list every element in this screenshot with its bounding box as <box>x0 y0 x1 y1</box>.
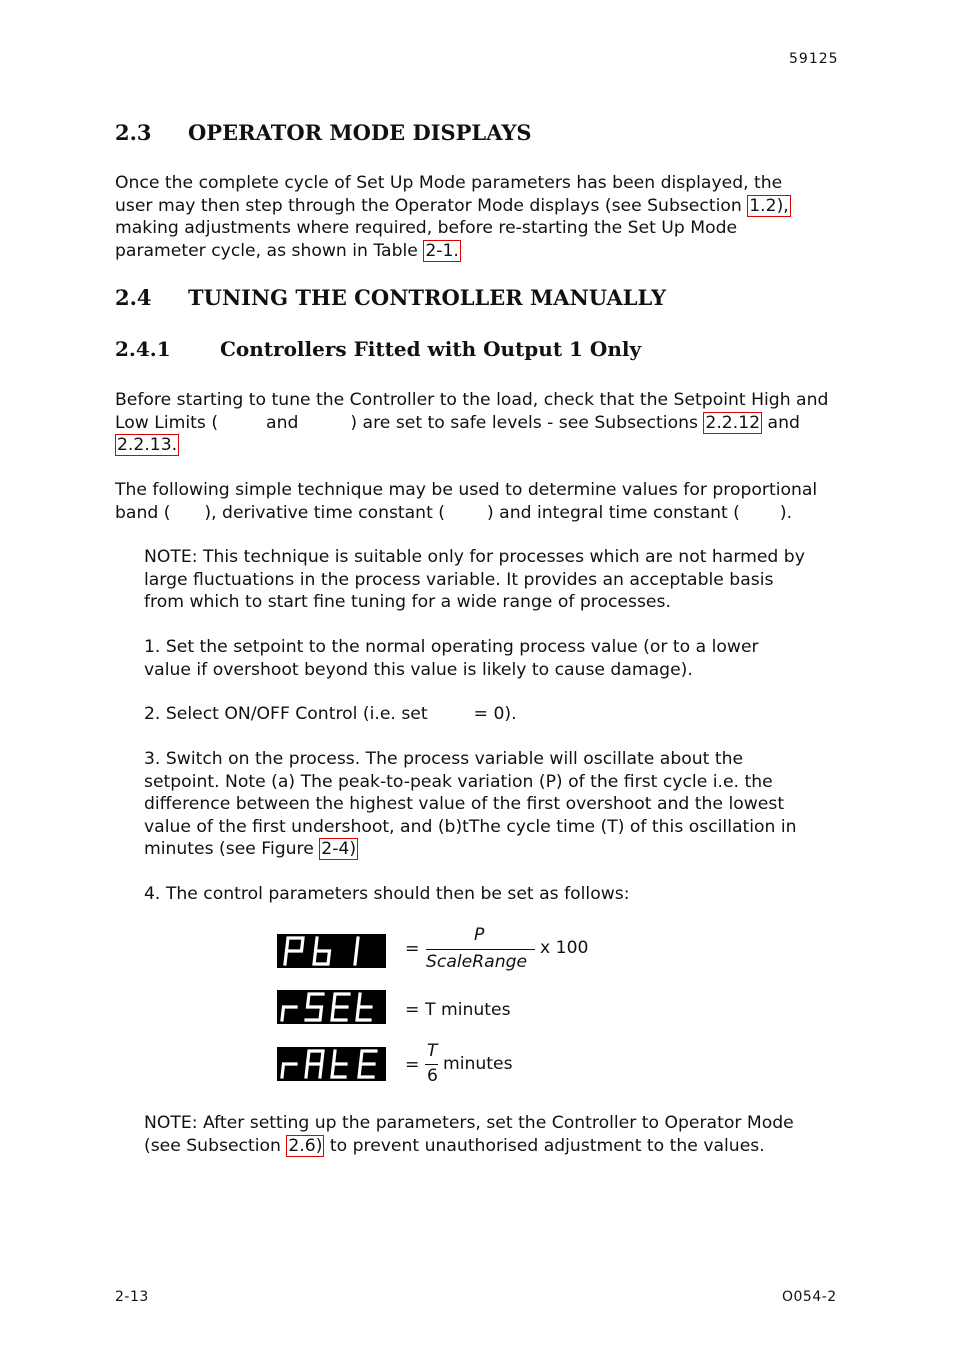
section-number: 2.3 <box>115 120 152 145</box>
text-fragment: (see Subsection <box>144 1135 281 1156</box>
text-line: 3. Switch on the process. The process variable will oscillate about the <box>144 749 744 769</box>
text-line: value of the first undershoot, and (b)tThe cycle time (T) of this oscillation in <box>144 816 797 837</box>
fraction-denominator: ScaleRange <box>426 952 528 972</box>
table-link-2-1[interactable]: 2-1. <box>425 240 459 261</box>
equals-sign: = <box>405 1000 420 1020</box>
text-line: value if overshoot beyond this value is likely to cause damage). <box>144 659 693 680</box>
issue-number: O054-2 <box>782 1289 837 1305</box>
page-number: 2-13 <box>115 1289 149 1305</box>
note-fluctuations <box>144 546 805 614</box>
text-line: Once the complete cycle of Set Up Mode parameters has been displayed, the <box>115 173 783 193</box>
text-line: NOTE: This technique is suitable only for processes which are not harmed by <box>144 547 805 567</box>
minutes-text: minutes <box>443 1054 513 1074</box>
text-line: from which to start fine tuning for a wide range of processes. <box>144 592 671 612</box>
lcd-display-rate <box>277 1047 386 1081</box>
limits-paragraph <box>115 389 828 457</box>
step-4 <box>144 883 630 906</box>
fraction-bar <box>426 949 535 950</box>
section-title: TUNING THE CONTROLLER MANUALLY <box>188 285 666 310</box>
step-1 <box>144 636 759 681</box>
text-line: The following simple technique may be used to determine values for proportional <box>115 480 818 500</box>
text-line: setpoint. Note (a) The peak-to-peak variation (P) of the first cycle i.e. the <box>144 771 773 792</box>
text-fragment: minutes (see Figure <box>144 839 314 859</box>
text-line: 1. Set the setpoint to the normal operating process value (or to a lower <box>144 637 759 657</box>
lcd-display-pb1 <box>277 934 386 968</box>
reset-value-text: T minutes <box>425 1000 511 1020</box>
section-2-4-1-heading <box>115 337 641 361</box>
step-2 <box>144 703 517 726</box>
fraction-bar <box>425 1064 438 1065</box>
section-2-4-heading <box>115 285 666 310</box>
text-line: NOTE: After setting up the parameters, set the Controller to Operator Mode <box>144 1113 794 1133</box>
equals-sign: = <box>405 939 420 959</box>
note-operator-mode <box>144 1112 794 1157</box>
text-fragment: and <box>767 412 800 433</box>
text-fragment: ) are set to safe levels - see Subsections <box>350 412 698 433</box>
text-line: difference between the highest value of the first overshoot and the lowest <box>144 794 785 814</box>
equals-sign: = <box>405 1055 420 1075</box>
lcd-display-rset <box>277 990 386 1024</box>
text-line: user may then step through the Operator Mode displays (see Subsection <box>115 195 742 216</box>
text-fragment: and <box>266 412 299 433</box>
fraction-numerator: P <box>474 925 485 945</box>
multiplier-text: x 100 <box>540 938 589 958</box>
text-fragment: to prevent unauthorised adjustment to the values. <box>329 1135 765 1156</box>
subsection-link-2-2-12[interactable]: 2.2.12 <box>705 412 761 433</box>
figure-link-2-4[interactable]: 2-4) <box>321 839 357 859</box>
subsection-link-2-2-13[interactable]: 2.2.13. <box>117 435 178 455</box>
text-line: large fluctuations in the process variable. It provides an acceptable basis <box>144 569 774 590</box>
section-number: 2.4.1 <box>115 337 171 361</box>
subsection-link-1-2[interactable]: 1.2), <box>749 195 789 216</box>
text-fragment: ), derivative time constant ( <box>204 502 445 523</box>
text-fragment: ) and integral time constant ( <box>487 502 740 523</box>
section-2-3-paragraph <box>115 172 791 262</box>
technique-paragraph <box>115 479 817 524</box>
fraction-denominator: 6 <box>427 1066 438 1086</box>
document-number: 59125 <box>789 51 839 67</box>
text-fragment: Low Limits ( <box>115 412 219 433</box>
section-title: Controllers Fitted with Output 1 Only <box>220 337 642 361</box>
fraction-numerator: T <box>427 1041 438 1061</box>
text-fragment: = 0). <box>473 704 517 724</box>
text-line: 4. The control parameters should then be set as follows: <box>144 884 630 904</box>
section-number: 2.4 <box>115 285 152 310</box>
text-fragment: ). <box>779 502 793 523</box>
text-line: parameter cycle, as shown in Table <box>115 240 418 261</box>
section-2-3-heading <box>115 120 532 145</box>
subsection-link-2-6[interactable]: 2.6) <box>288 1135 323 1156</box>
section-title: OPERATOR MODE DISPLAYS <box>188 120 532 145</box>
step-3 <box>144 748 797 861</box>
text-line: Before starting to tune the Controller to the load, check that the Setpoint High and <box>115 390 829 410</box>
text-fragment: band ( <box>115 502 171 523</box>
text-line: making adjustments where required, before re-starting the Set Up Mode <box>115 218 738 238</box>
text-fragment: 2. Select ON/OFF Control (i.e. set <box>144 704 428 724</box>
